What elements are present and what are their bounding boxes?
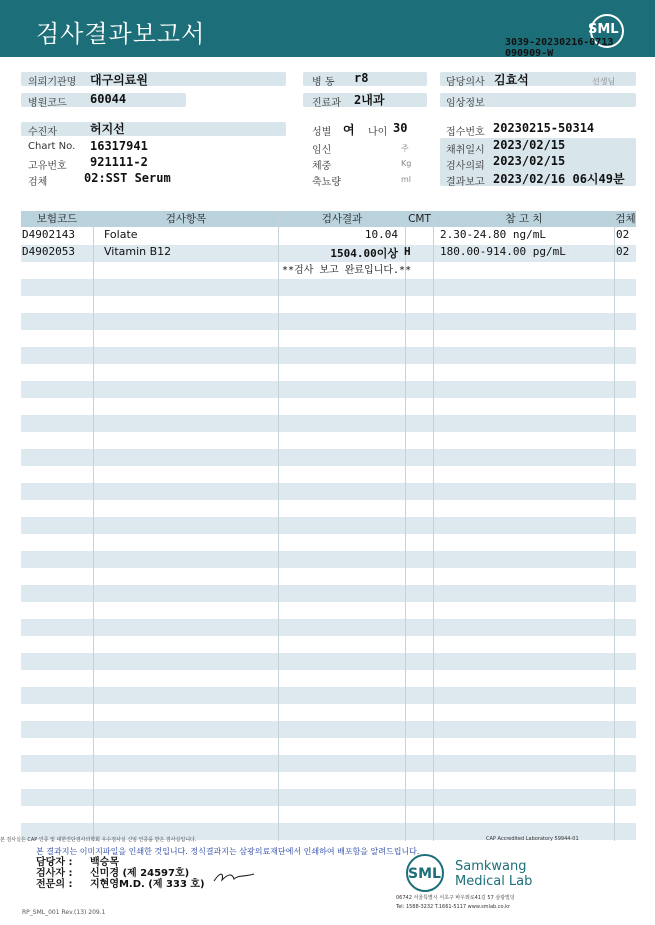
fine-print-right: CAP Accredited Laboratory 59944-01 bbox=[486, 836, 579, 842]
row-1-reference: 2.30-24.80 ng/mL bbox=[440, 228, 546, 241]
hospital-code-label: 병원코드 bbox=[28, 98, 67, 109]
request-label: 검사의뢰 bbox=[446, 161, 485, 172]
report-label: 결과보고 bbox=[446, 177, 485, 188]
header-test-item: 검사항목 bbox=[165, 213, 207, 225]
header-specimen: 검체 bbox=[615, 213, 636, 225]
fine-print-left: 본 검사실은 CAP 인증 및 대한진단검사의학회 우수검사실 신임 인증을 받은 검사실입니다. bbox=[0, 837, 197, 843]
row-2-item: Vitamin B12 bbox=[104, 245, 172, 258]
clinical-info-label: 임상정보 bbox=[446, 98, 485, 109]
patient-label: 수진자 bbox=[28, 127, 57, 138]
specimen-value: 02:SST Serum bbox=[84, 171, 171, 185]
pregnancy-label: 임신 bbox=[312, 145, 332, 156]
table-row-stripe bbox=[21, 789, 636, 806]
doctor-label: 담당의사 bbox=[446, 77, 485, 88]
request-value: 2023/02/15 bbox=[493, 154, 566, 168]
table-row-stripe bbox=[21, 755, 636, 772]
header-insurance-code: 보험코드 bbox=[36, 213, 78, 225]
table-row-stripe bbox=[21, 551, 636, 568]
header-reference: 참 고 치 bbox=[505, 213, 543, 225]
table-row-stripe bbox=[21, 653, 636, 670]
brand-name-line1: Samkwang bbox=[455, 859, 527, 874]
row-2-result: 1504.00이상 bbox=[330, 247, 398, 260]
requesting-org-value: 대구의료원 bbox=[90, 73, 148, 87]
footer-notice: 본 결과지는 이미지파일을 인쇄한 것입니다. 정식결과지는 삼광의료재단에서 인쇄하여 배포함을 알려드립니다. bbox=[36, 847, 420, 856]
doctor-suffix: 선생님 bbox=[592, 77, 616, 86]
report-value: 2023/02/16 06시49분 bbox=[493, 172, 625, 186]
footer-address: 06742 서울특별시 서초구 바우뫼로41길 57 삼광빌딩 bbox=[396, 895, 515, 901]
table-row-stripe bbox=[21, 449, 636, 466]
document-code-line2: 090909-W bbox=[505, 48, 554, 59]
staff-value-1: 백승목 bbox=[90, 857, 119, 868]
row-2-specimen: 02 bbox=[616, 245, 630, 258]
column-divider bbox=[278, 211, 279, 841]
table-row-stripe bbox=[21, 585, 636, 602]
table-row-stripe bbox=[21, 381, 636, 398]
sml-footer-logo-text: SML bbox=[408, 866, 441, 882]
unique-no-value: 921111-2 bbox=[90, 155, 148, 169]
table-row-stripe bbox=[21, 313, 636, 330]
table-row-stripe bbox=[21, 483, 636, 500]
row-2-cmt: H bbox=[404, 245, 411, 258]
doctor-value: 김효석 bbox=[494, 73, 529, 87]
document-code-line1: 3039-20230216-0713 bbox=[505, 37, 614, 48]
report-title: 검사결과보고서 bbox=[36, 20, 206, 48]
urine-label: 축뇨량 bbox=[312, 177, 341, 188]
specimen-label: 검체 bbox=[28, 177, 48, 188]
column-divider bbox=[93, 211, 94, 841]
age-label: 나이 bbox=[368, 127, 388, 138]
collect-value: 2023/02/15 bbox=[493, 138, 566, 152]
weight-label: 체중 bbox=[312, 161, 332, 172]
table-row-stripe bbox=[21, 415, 636, 432]
row-2-reference: 180.00-914.00 pg/mL bbox=[440, 245, 566, 258]
completion-note: **검사 보고 완료입니다.** bbox=[282, 265, 412, 276]
row-2-code: D4902053 bbox=[22, 245, 75, 258]
dept-value: 2내과 bbox=[354, 93, 385, 107]
table-row-stripe bbox=[21, 619, 636, 636]
ward-value: r8 bbox=[354, 71, 369, 85]
unique-no-label: 고유번호 bbox=[28, 161, 67, 172]
column-divider bbox=[614, 211, 615, 841]
patient-value: 허지선 bbox=[90, 122, 125, 136]
staff-label-3: 전문의 : bbox=[36, 879, 73, 890]
document-code bbox=[505, 37, 613, 59]
hospital-code-value: 60044 bbox=[90, 92, 127, 106]
column-divider bbox=[405, 211, 406, 841]
row-1-item: Folate bbox=[104, 228, 138, 241]
table-row-stripe bbox=[21, 347, 636, 364]
table-row-stripe bbox=[21, 279, 636, 296]
footer-contact: Tel: 1588-3232 T.1661-5117 www.smlab.co.kr bbox=[396, 904, 511, 910]
age-value: 30 bbox=[393, 121, 408, 135]
weight-unit: Kg bbox=[401, 159, 412, 168]
column-divider bbox=[433, 211, 434, 841]
table-row-stripe bbox=[21, 687, 636, 704]
header-result: 검사결과 bbox=[321, 213, 363, 225]
sex-value: 여 bbox=[343, 123, 355, 137]
staff-label-2: 검사자 : bbox=[36, 868, 73, 879]
collect-label: 채취일시 bbox=[446, 145, 485, 156]
receipt-label: 접수번호 bbox=[446, 127, 485, 138]
brand-name-line2: Medical Lab bbox=[455, 874, 533, 889]
staff-value-2: 신미경 (제 24597호) bbox=[90, 868, 190, 879]
row-1-specimen: 02 bbox=[616, 228, 630, 241]
staff-value-3: 지현영M.D. (제 333 호) bbox=[90, 879, 205, 890]
ward-label: 병 동 bbox=[312, 77, 335, 88]
requesting-org-label: 의뢰기관명 bbox=[28, 77, 77, 88]
urine-unit: ml bbox=[401, 175, 412, 184]
table-row-stripe bbox=[21, 517, 636, 534]
header-cmt: CMT bbox=[408, 213, 431, 225]
form-code: RP_SML_001 Rev.(13) 209.1 bbox=[22, 909, 106, 916]
row-1-code: D4902143 bbox=[22, 228, 75, 241]
sex-label: 성별 bbox=[312, 127, 332, 138]
signature-image bbox=[212, 868, 256, 884]
label-bar-patient bbox=[21, 122, 286, 136]
staff-label-1: 담당자 : bbox=[36, 857, 73, 868]
table-row-stripe bbox=[21, 721, 636, 738]
sml-logo-text: SML bbox=[588, 22, 619, 37]
chart-no-label: Chart No. bbox=[28, 141, 76, 152]
dept-label: 진료과 bbox=[312, 98, 341, 109]
row-1-result: 10.04 bbox=[364, 228, 398, 241]
pregnancy-unit: 주 bbox=[401, 144, 409, 153]
chart-no-value: 16317941 bbox=[90, 139, 148, 153]
receipt-value: 20230215-50314 bbox=[493, 121, 595, 135]
